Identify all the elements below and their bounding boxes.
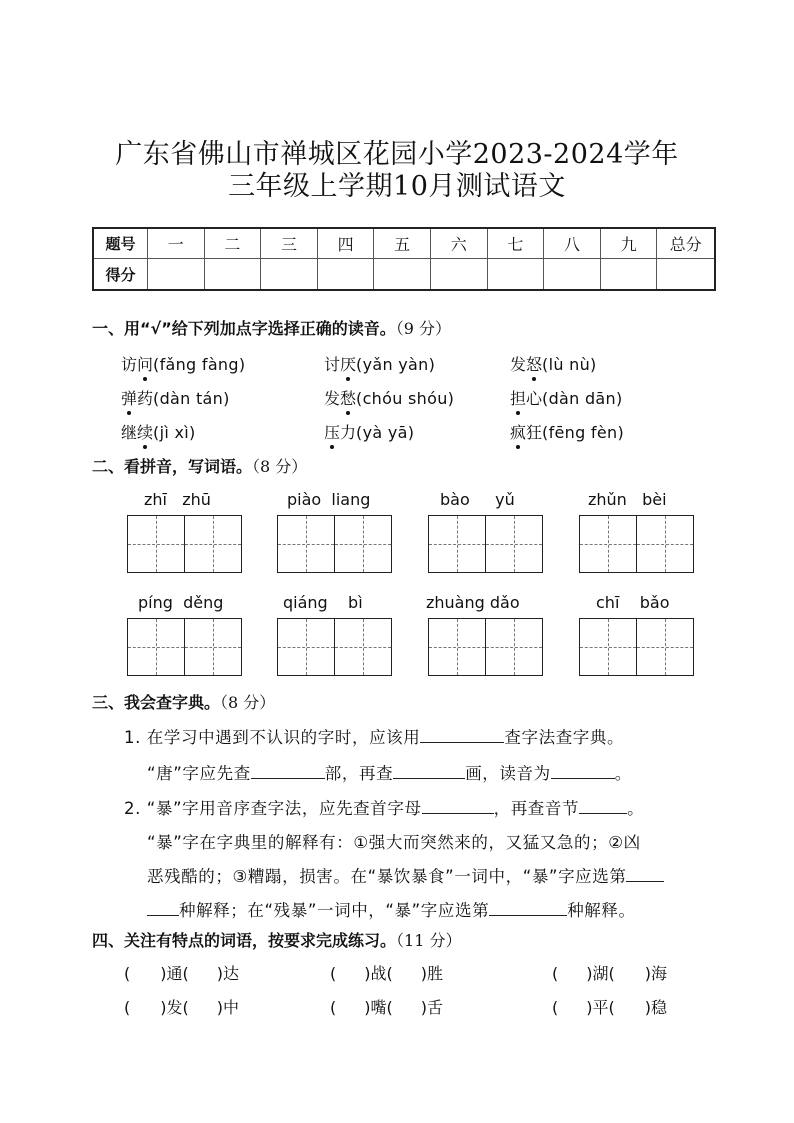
- score-cell[interactable]: [261, 259, 318, 289]
- q-text: 种解释；在“残暴”一词中，“暴”字应选第: [179, 901, 490, 920]
- pinyin-prompt: zhī zhū: [144, 490, 211, 509]
- q-text: 。: [627, 799, 645, 818]
- answer-blank[interactable]: [579, 799, 627, 814]
- word-fill-item[interactable]: [552, 961, 667, 984]
- dotted-char-text: 压: [324, 423, 341, 442]
- paren-open: (: [182, 964, 189, 983]
- dotted-char-text: 厌: [340, 355, 357, 374]
- item-text: 力: [340, 423, 357, 442]
- score-cell[interactable]: [601, 259, 658, 289]
- dictionary-q2-line4: [147, 897, 636, 921]
- answer-blank[interactable]: [420, 728, 504, 743]
- answer-blank[interactable]: [393, 764, 465, 779]
- writing-cell[interactable]: [185, 619, 241, 675]
- item-text: 讨: [324, 355, 341, 374]
- paren-open: (: [608, 964, 615, 983]
- q-text: 部，再查: [324, 764, 394, 783]
- dotted-char: [121, 389, 137, 408]
- word-char: 嘴: [370, 998, 387, 1017]
- score-table-col: 二: [205, 229, 262, 259]
- score-cell[interactable]: [205, 259, 262, 289]
- pinyin-options: (fēng fèn): [542, 423, 624, 442]
- dictionary-q2-line1: [124, 795, 644, 819]
- pinyin-options: (lù nù): [542, 355, 597, 374]
- score-table-col: 四: [318, 229, 375, 259]
- word-fill-item[interactable]: [124, 961, 239, 984]
- writing-cell[interactable]: [429, 516, 486, 572]
- section2-points: （8 分）: [252, 457, 308, 476]
- score-table-row2-label: 得分: [94, 259, 148, 289]
- pinyin-options: (yǎn yàn): [356, 355, 436, 374]
- q-text: 2. “暴”字用音序查字法，应先查首字母: [124, 799, 422, 818]
- dotted-char-text: 疯: [510, 423, 527, 442]
- writing-cell[interactable]: [580, 619, 637, 675]
- word-char: 海: [651, 964, 668, 983]
- dotted-char: [340, 355, 356, 374]
- section1-heading: [92, 316, 451, 339]
- writing-cell[interactable]: [335, 619, 391, 675]
- dotted-char-text: 问: [137, 355, 154, 374]
- score-table: [92, 227, 716, 291]
- pinyin-options: (yà yā): [356, 423, 415, 442]
- word-char: 中: [223, 998, 240, 1017]
- emphasis-dot-icon: [516, 445, 520, 449]
- pinyin-options: (dàn tán): [153, 389, 230, 408]
- paren-open: (: [330, 964, 337, 983]
- pinyin-choice-item[interactable]: [324, 386, 454, 409]
- pinyin-options: (dàn dān): [542, 389, 623, 408]
- word-char: 战: [370, 964, 387, 983]
- word-char: 胜: [427, 964, 444, 983]
- section2-heading-text: 二、看拼音，写词语。: [92, 457, 253, 476]
- pinyin-options: (jì xì): [153, 423, 196, 442]
- pinyin-prompt: chī bǎo: [596, 593, 670, 612]
- score-cell[interactable]: [431, 259, 488, 289]
- dotted-char-text: 愁: [340, 389, 357, 408]
- dotted-char-text: 弹: [121, 389, 138, 408]
- writing-cell[interactable]: [429, 619, 486, 675]
- word-fill-item[interactable]: [552, 995, 667, 1018]
- pinyin-choice-item[interactable]: [324, 420, 414, 443]
- word-fill-item[interactable]: [330, 961, 443, 984]
- dictionary-q2-line2: “暴”字在字典里的解释有：①强大而突然来的，又猛又急的；②凶: [147, 833, 641, 852]
- emphasis-dot-icon: [143, 377, 147, 381]
- dotted-char: [340, 389, 356, 408]
- writing-cell[interactable]: [486, 516, 542, 572]
- page-title: 广东省佛山市禅城区花园小学2023-2024学年: [115, 139, 679, 170]
- pinyin-choice-item[interactable]: [510, 352, 597, 375]
- paren-open: (: [330, 998, 337, 1017]
- pinyin-prompt: qiáng bì: [283, 593, 363, 612]
- dotted-char: [526, 355, 542, 374]
- dotted-char-text: 担: [510, 389, 527, 408]
- q-text: 画，读音为: [465, 764, 551, 783]
- writing-grid[interactable]: [277, 515, 392, 573]
- paren-close: ): [586, 964, 593, 983]
- emphasis-dot-icon: [143, 445, 147, 449]
- answer-blank[interactable]: [422, 799, 494, 814]
- answer-blank[interactable]: [626, 867, 664, 882]
- paren-open: (: [552, 998, 559, 1017]
- dotted-char: [137, 423, 153, 442]
- page-subtitle: 三年级上学期10月测试语文: [228, 171, 566, 202]
- paren-open: (: [386, 998, 393, 1017]
- section1-points: （9 分）: [395, 319, 451, 338]
- item-text: 药: [137, 389, 154, 408]
- pinyin-choice-item[interactable]: [121, 420, 196, 443]
- writing-grid[interactable]: [277, 618, 392, 676]
- pinyin-prompt: zhǔn bèi: [588, 490, 667, 509]
- paren-close: ): [216, 998, 224, 1017]
- pinyin-options: (chóu shóu): [356, 389, 455, 408]
- score-cell[interactable]: [374, 259, 431, 289]
- writing-cell[interactable]: [128, 516, 185, 572]
- emphasis-dot-icon: [330, 445, 334, 449]
- dotted-char: [510, 389, 526, 408]
- score-cell[interactable]: [148, 259, 205, 289]
- score-table-col: 九: [601, 229, 658, 259]
- word-fill-item[interactable]: [330, 995, 443, 1018]
- writing-cell[interactable]: [185, 516, 241, 572]
- pinyin-prompt: zhuàng dǎo: [426, 593, 520, 612]
- item-text: 发: [324, 389, 341, 408]
- pinyin-choice-item[interactable]: [510, 386, 623, 409]
- paren-close: ): [420, 964, 428, 983]
- section2-heading: [92, 454, 307, 477]
- writing-cell[interactable]: [637, 516, 693, 572]
- emphasis-dot-icon: [346, 377, 350, 381]
- q-text: 种解释。: [567, 901, 636, 920]
- writing-grid[interactable]: [428, 515, 543, 573]
- dotted-char-text: 怒: [526, 355, 543, 374]
- answer-blank[interactable]: [551, 764, 615, 779]
- pinyin-choice-item[interactable]: [121, 352, 245, 375]
- writing-cell[interactable]: [128, 619, 185, 675]
- score-table-col: 五: [374, 229, 431, 259]
- score-table-col: 六: [431, 229, 488, 259]
- paren-close: ): [160, 964, 167, 983]
- pinyin-prompt: bào yǔ: [440, 490, 515, 509]
- emphasis-dot-icon: [516, 411, 520, 415]
- writing-cell[interactable]: [637, 619, 693, 675]
- writing-cell[interactable]: [278, 516, 335, 572]
- writing-cell[interactable]: [486, 619, 542, 675]
- writing-grid[interactable]: [127, 515, 242, 573]
- pinyin-choice-item[interactable]: [324, 352, 435, 375]
- item-text: 发: [510, 355, 527, 374]
- paren-close: ): [644, 998, 652, 1017]
- q-text: 恶残酷的；③糟蹋，损害。在“暴饮暴食”一词中，“暴”字应选第: [147, 867, 627, 886]
- section4-heading: [92, 928, 461, 951]
- dictionary-q1-line1: [124, 724, 624, 748]
- writing-cell[interactable]: [278, 619, 335, 675]
- paren-open: (: [124, 998, 131, 1017]
- dotted-char: [137, 355, 153, 374]
- score-table-row1-label: 题号: [94, 229, 148, 259]
- dictionary-q1-line2: [147, 760, 632, 784]
- section1-heading-text: 一、用“√”给下列加点字选择正确的读音。: [92, 319, 396, 338]
- pinyin-choice-item[interactable]: [121, 386, 230, 409]
- paren-open: (: [124, 964, 131, 983]
- paren-open: (: [608, 998, 615, 1017]
- word-char: 稳: [651, 998, 668, 1017]
- pinyin-choice-item[interactable]: [510, 420, 624, 443]
- answer-blank[interactable]: [489, 901, 567, 916]
- pinyin-prompt: píng děng: [138, 593, 224, 612]
- paren-close: ): [586, 998, 593, 1017]
- score-cell[interactable]: [488, 259, 545, 289]
- score-cell[interactable]: [318, 259, 375, 289]
- writing-cell[interactable]: [580, 516, 637, 572]
- answer-blank[interactable]: [147, 901, 179, 916]
- score-table-col: 七: [488, 229, 545, 259]
- item-text: 继: [121, 423, 138, 442]
- section4-heading-text: 四、关注有特点的词语，按要求完成练习。: [92, 931, 397, 950]
- score-table-col: 三: [261, 229, 318, 259]
- section4-points: （11 分）: [396, 931, 462, 950]
- dotted-char: [510, 423, 526, 442]
- section3-heading-text: 三、我会查字典。: [92, 693, 221, 712]
- score-table-col-total: 总分: [657, 229, 714, 259]
- paren-close: ): [216, 964, 224, 983]
- answer-blank[interactable]: [251, 764, 325, 779]
- paren-open: (: [386, 964, 393, 983]
- paren-close: ): [420, 998, 428, 1017]
- emphasis-dot-icon: [127, 411, 131, 415]
- writing-grid[interactable]: [127, 618, 242, 676]
- dotted-char: [324, 423, 340, 442]
- item-text: 访: [121, 355, 138, 374]
- pinyin-options: (fǎng fàng): [153, 355, 246, 374]
- score-cell-total[interactable]: [657, 259, 714, 289]
- dotted-char-text: 续: [137, 423, 154, 442]
- writing-grid[interactable]: [428, 618, 543, 676]
- section3-heading: [92, 690, 275, 713]
- dictionary-q2-line3: [147, 863, 664, 887]
- pinyin-prompt: piào liang: [287, 490, 371, 509]
- item-text: 狂: [526, 423, 543, 442]
- paren-close: ): [364, 964, 371, 983]
- paren-close: ): [644, 964, 652, 983]
- paren-close: ): [160, 998, 167, 1017]
- q-text: 。: [614, 764, 632, 783]
- word-char: 舌: [427, 998, 444, 1017]
- writing-grid[interactable]: [579, 618, 694, 676]
- q-text: 查字法查字典。: [504, 728, 625, 747]
- item-text: 心: [526, 389, 543, 408]
- section3-points: （8 分）: [220, 693, 276, 712]
- q-text: ，再查音节: [493, 799, 580, 818]
- writing-grid[interactable]: [579, 515, 694, 573]
- paren-close: ): [364, 998, 371, 1017]
- word-char: 通: [166, 964, 183, 983]
- emphasis-dot-icon: [346, 411, 350, 415]
- emphasis-dot-icon: [532, 377, 536, 381]
- paren-open: (: [552, 964, 559, 983]
- paren-open: (: [182, 998, 189, 1017]
- q-text: 1. 在学习中遇到不认识的字时，应该用: [124, 728, 421, 747]
- score-cell[interactable]: [544, 259, 601, 289]
- writing-cell[interactable]: [335, 516, 391, 572]
- score-table-col: 一: [148, 229, 205, 259]
- word-char: 达: [223, 964, 240, 983]
- word-char: 平: [592, 998, 609, 1017]
- word-fill-item[interactable]: [124, 995, 239, 1018]
- word-char: 湖: [592, 964, 609, 983]
- score-table-col: 八: [544, 229, 601, 259]
- q-text: “唐”字应先查: [147, 764, 251, 783]
- word-char: 发: [166, 998, 183, 1017]
